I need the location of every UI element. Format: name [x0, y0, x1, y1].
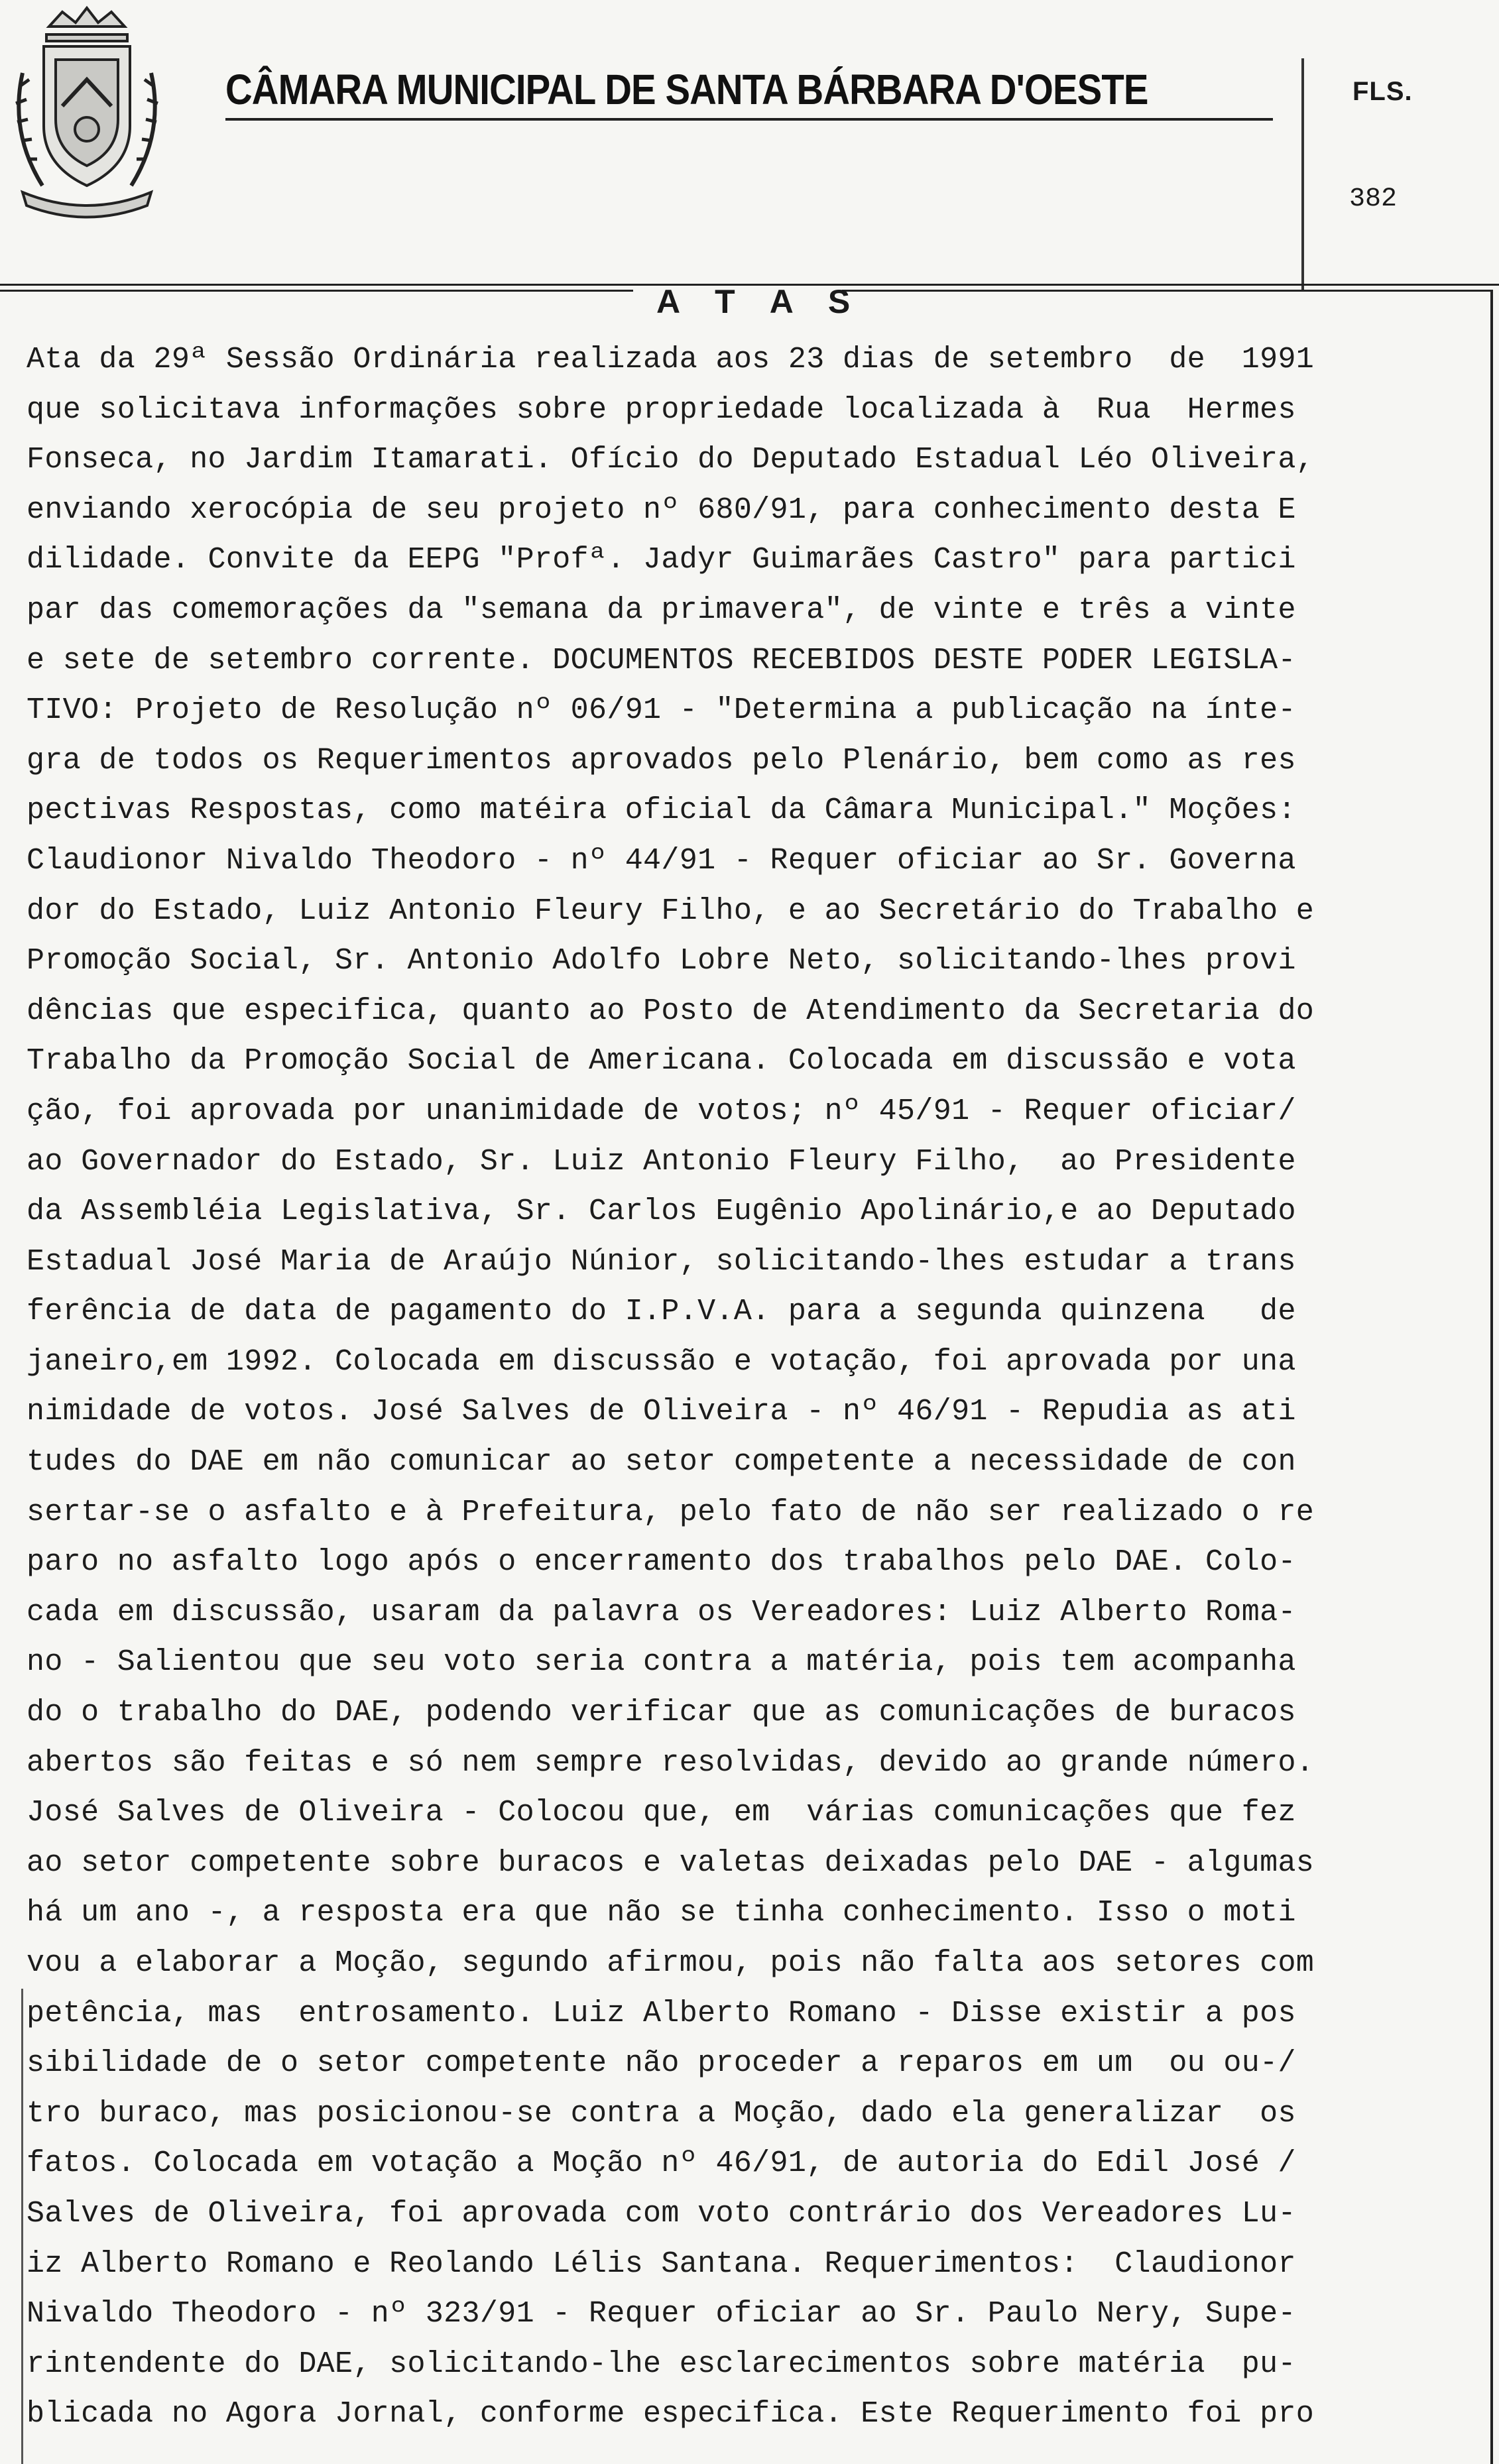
body-line: que solicitava informações sobre propriedade localizada à Rua Hermes [27, 392, 1296, 427]
body-line: Nivaldo Theodoro - nº 323/91 - Requer oficiar ao Sr. Paulo Nery, Supe- [27, 2297, 1296, 2331]
box-right-edge [1490, 290, 1493, 2464]
body-line: fatos. Colocada em votação a Moção nº 46/91, de autoria do Edil José / [27, 2146, 1296, 2181]
margin-rule [21, 1989, 23, 2464]
body-line: petência, mas entrosamento. Luiz Alberto Romano - Disse existir a pos [27, 1996, 1296, 2030]
body-line: abertos são feitas e só nem sempre resolvidas, devido ao grande número. [27, 1745, 1315, 1780]
body-line: sertar-se o asfalto e à Prefeitura, pelo fato de não ser realizado o re [27, 1495, 1315, 1529]
body-line: vou a elaborar a Moção, segundo afirmou, pois não falta aos setores com [27, 1946, 1315, 1980]
body-line: par das comemorações da "semana da primavera", de vinte e três a vinte [27, 593, 1296, 627]
body-line: blicada no Agora Jornal, conforme especifica. Este Requerimento foi pro [27, 2397, 1315, 2432]
body-line: Ata da 29ª Sessão Ordinária realizada aos 23 dias de setembro de 1991 [27, 343, 1315, 377]
body-line: da Assembléia Legislativa, Sr. Carlos Eugênio Apolinário,e ao Deputado [27, 1195, 1296, 1229]
body-line: ao setor competente sobre buracos e valetas deixadas pelo DAE - algumas [27, 1846, 1315, 1880]
body-line: ferência de data de pagamento do I.P.V.A. para a segunda quinzena de [27, 1295, 1296, 1329]
body-line: no - Salientou que seu voto seria contra a matéria, pois tem acompanha [27, 1645, 1296, 1680]
section-title: A T A S [656, 283, 864, 320]
header-divider [1301, 58, 1304, 290]
page-number: 382 [1349, 184, 1398, 214]
body-line: dilidade. Convite da EEPG "Profª. Jadyr Guimarães Castro" para partici [27, 543, 1296, 577]
body-line: Claudionor Nivaldo Theodoro - nº 44/91 - Requer oficiar ao Sr. Governa [27, 843, 1296, 878]
body-line: sibilidade de o setor competente não proceder a reparos em um ou ou-/ [27, 2046, 1296, 2081]
body-line: ção, foi aprovada por unanimidade de votos; nº 45/91 - Requer oficiar/ [27, 1094, 1296, 1128]
body-line: dências que especifica, quanto ao Posto de Atendimento da Secretaria do [27, 994, 1315, 1028]
body-line: gra de todos os Requerimentos aprovados pelo Plenário, bem como as res [27, 743, 1296, 778]
body-line: janeiro,em 1992. Colocada em discussão e votação, foi aprovada por una [27, 1344, 1296, 1379]
municipal-seal-logo [3, 0, 171, 219]
body-line: rintendente do DAE, solicitando-lhe esclarecimentos sobre matéria pu- [27, 2347, 1296, 2381]
body-line: do o trabalho do DAE, podendo verificar que as comunicações de buracos [27, 1696, 1296, 1730]
body-line: iz Alberto Romano e Reolando Lélis Santana. Requerimentos: Claudionor [27, 2247, 1296, 2281]
header-underline [225, 118, 1273, 121]
body-line: nimidade de votos. José Salves de Oliveira - nº 46/91 - Repudia as ati [27, 1395, 1296, 1429]
body-line: paro no asfalto logo após o encerramento dos trabalhos pelo DAE. Colo- [27, 1545, 1296, 1580]
page-header-title: CÂMARA MUNICIPAL DE SANTA BÁRBARA D'OESTE [225, 66, 1148, 113]
box-top-rule-left [0, 290, 633, 292]
body-line: dor do Estado, Luiz Antonio Fleury Filho, e ao Secretário do Trabalho e [27, 894, 1315, 928]
body-line: TIVO: Projeto de Resolução nº 06/91 - "Determina a publicação na ínte- [27, 693, 1296, 728]
body-line: enviando xerocópia de seu projeto nº 680/91, para conhecimento desta E [27, 493, 1296, 527]
minutes-body [27, 335, 1449, 2439]
body-line: ao Governador do Estado, Sr. Luiz Antonio Fleury Filho, ao Presidente [27, 1144, 1296, 1179]
fls-label: FLS. [1352, 77, 1413, 106]
body-line: Fonseca, no Jardim Itamarati. Ofício do Deputado Estadual Léo Oliveira, [27, 443, 1315, 477]
body-line: cada em discussão, usaram da palavra os Vereadores: Luiz Alberto Roma- [27, 1595, 1296, 1629]
body-line: tro buraco, mas posicionou-se contra a Moção, dado ela generalizar os [27, 2096, 1296, 2131]
body-line: pectivas Respostas, como matéira oficial da Câmara Municipal." Moções: [27, 793, 1296, 828]
body-line: tudes do DAE em não comunicar ao setor competente a necessidade de con [27, 1445, 1296, 1480]
body-line: e sete de setembro corrente. DOCUMENTOS RECEBIDOS DESTE PODER LEGISLA- [27, 643, 1296, 677]
body-line: há um ano -, a resposta era que não se tinha conhecimento. Isso o moti [27, 1896, 1296, 1930]
body-line: Trabalho da Promoção Social de Americana. Colocada em discussão e vota [27, 1044, 1296, 1079]
body-line: Promoção Social, Sr. Antonio Adolfo Lobre Neto, solicitando-lhes provi [27, 944, 1296, 978]
body-line: Salves de Oliveira, foi aprovada com voto contrário dos Vereadores Lu- [27, 2196, 1296, 2231]
body-line: Estadual José Maria de Araújo Núnior, solicitando-lhes estudar a trans [27, 1244, 1296, 1279]
body-line: José Salves de Oliveira - Colocou que, em várias comunicações que fez [27, 1796, 1296, 1830]
box-top-rule-right [842, 290, 1493, 292]
